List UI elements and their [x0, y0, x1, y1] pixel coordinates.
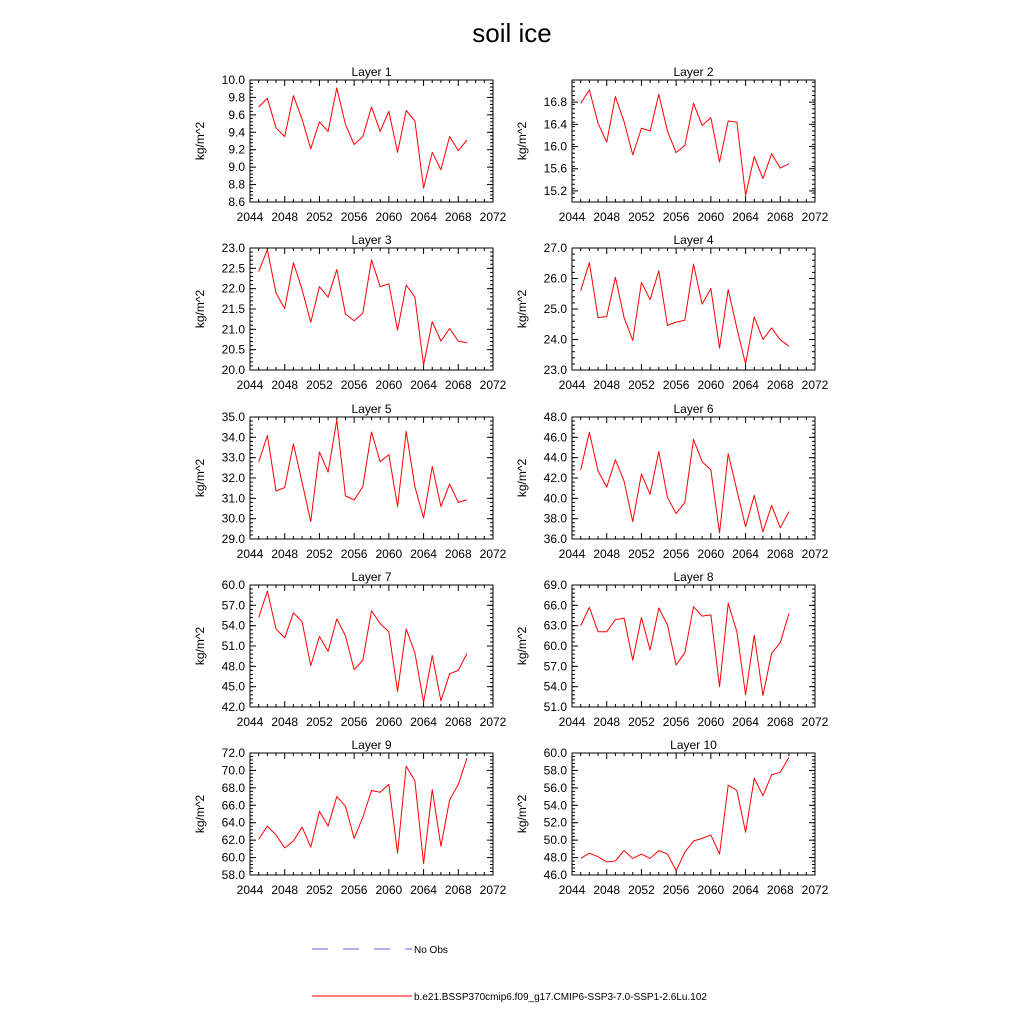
y-tick-label: 57.0 — [221, 598, 245, 613]
x-tick-label: 2048 — [593, 883, 621, 897]
x-tick-label: 2060 — [375, 378, 403, 392]
y-axis-label: kg/m^2 — [193, 626, 207, 666]
panel-layer-4 — [515, 233, 829, 392]
panel-title: Layer 8 — [673, 570, 714, 584]
x-tick-label: 2072 — [479, 715, 507, 729]
y-tick-label: 44.0 — [543, 450, 567, 465]
y-tick-label: 57.0 — [543, 659, 567, 674]
x-tick-label: 2056 — [662, 378, 690, 392]
y-tick-label: 51.0 — [543, 700, 567, 714]
x-tick-label: 2060 — [697, 715, 725, 729]
y-tick-label: 48.0 — [543, 410, 567, 424]
y-axis-label: kg/m^2 — [193, 794, 207, 834]
y-tick-label: 22.5 — [221, 261, 245, 276]
series-line — [581, 90, 789, 195]
y-tick-label: 23.0 — [543, 363, 567, 377]
y-tick-label: 15.2 — [543, 183, 567, 198]
x-tick-label: 2068 — [766, 210, 794, 224]
y-tick-label: 9.2 — [228, 142, 245, 157]
plot-frame — [250, 585, 493, 707]
x-tick-label: 2048 — [271, 547, 299, 561]
panel-layer-3 — [193, 233, 507, 392]
panel-layer-10 — [515, 738, 829, 897]
x-tick-label: 2064 — [410, 210, 437, 224]
x-tick-label: 2056 — [340, 210, 368, 224]
y-tick-label: 64.0 — [221, 815, 245, 830]
y-tick-label: 16.0 — [543, 139, 567, 154]
y-tick-label: 66.0 — [543, 598, 567, 613]
y-tick-label: 20.5 — [221, 342, 245, 357]
x-tick-label: 2064 — [732, 883, 759, 897]
y-tick-label: 8.6 — [228, 195, 245, 209]
x-tick-label: 2064 — [410, 883, 437, 897]
x-tick-label: 2068 — [444, 883, 472, 897]
y-tick-label: 25.0 — [543, 302, 567, 316]
y-axis-label: kg/m^2 — [515, 626, 529, 666]
panel-title: Layer 7 — [351, 570, 392, 584]
y-axis-label: kg/m^2 — [193, 121, 207, 161]
x-tick-label: 2056 — [662, 210, 690, 224]
y-tick-label: 24.0 — [543, 332, 567, 347]
y-tick-label: 30.0 — [221, 511, 245, 526]
y-tick-label: 60.0 — [543, 746, 567, 760]
x-tick-label: 2048 — [593, 210, 621, 224]
plot-frame — [572, 753, 815, 875]
panel-layer-6 — [515, 402, 829, 561]
x-tick-label: 2060 — [697, 547, 725, 561]
x-tick-label: 2052 — [628, 715, 655, 729]
panel-layer-7 — [193, 570, 507, 729]
y-tick-label: 9.4 — [228, 125, 245, 140]
x-tick-label: 2052 — [306, 883, 333, 897]
x-tick-label: 2048 — [271, 715, 299, 729]
x-tick-label: 2044 — [558, 715, 586, 729]
panel-layer-8 — [515, 570, 829, 729]
x-tick-label: 2068 — [444, 715, 472, 729]
x-tick-label: 2056 — [340, 378, 368, 392]
panel-title: Layer 3 — [351, 233, 392, 247]
y-tick-label: 45.0 — [221, 679, 245, 694]
x-tick-label: 2056 — [662, 715, 690, 729]
y-tick-label: 54.0 — [543, 798, 567, 813]
x-tick-label: 2072 — [479, 378, 507, 392]
plot-frame — [250, 80, 493, 202]
x-tick-label: 2044 — [236, 883, 264, 897]
x-tick-label: 2044 — [236, 547, 264, 561]
y-tick-label: 34.0 — [221, 430, 245, 445]
x-tick-label: 2052 — [306, 547, 333, 561]
series-line — [581, 603, 789, 695]
x-tick-label: 2044 — [236, 715, 264, 729]
x-tick-label: 2044 — [236, 210, 264, 224]
y-tick-label: 21.0 — [221, 322, 245, 337]
panel-title: Layer 6 — [673, 402, 714, 416]
y-tick-label: 60.0 — [221, 850, 245, 865]
x-tick-label: 2068 — [444, 547, 472, 561]
x-tick-label: 2060 — [697, 210, 725, 224]
y-tick-label: 48.0 — [221, 659, 245, 674]
y-tick-label: 58.0 — [543, 763, 567, 778]
x-tick-label: 2068 — [766, 883, 794, 897]
y-axis-label: kg/m^2 — [515, 794, 529, 834]
y-tick-label: 48.0 — [543, 850, 567, 865]
series-line — [581, 263, 789, 364]
panel-title: Layer 4 — [673, 233, 714, 247]
panel-title: Layer 10 — [670, 738, 717, 752]
plot-frame — [572, 417, 815, 539]
panel-title: Layer 2 — [673, 65, 714, 79]
figure-title: soil ice — [472, 18, 552, 48]
x-tick-label: 2060 — [375, 547, 403, 561]
series-line — [259, 250, 467, 365]
y-tick-label: 38.0 — [543, 511, 567, 526]
x-tick-label: 2060 — [375, 883, 403, 897]
x-tick-label: 2072 — [479, 547, 507, 561]
y-tick-label: 29.0 — [221, 532, 245, 546]
y-tick-label: 69.0 — [543, 578, 567, 592]
panel-layer-2 — [515, 65, 829, 224]
panels — [193, 65, 829, 897]
series-line — [259, 420, 467, 521]
series-line — [581, 432, 789, 533]
y-tick-label: 10.0 — [221, 73, 245, 87]
y-tick-label: 46.0 — [543, 430, 567, 445]
y-tick-label: 70.0 — [221, 763, 245, 778]
x-tick-label: 2052 — [628, 547, 655, 561]
y-axis-label: kg/m^2 — [515, 458, 529, 498]
x-tick-label: 2072 — [801, 210, 829, 224]
x-tick-label: 2068 — [766, 715, 794, 729]
x-tick-label: 2060 — [697, 883, 725, 897]
x-tick-label: 2048 — [271, 883, 299, 897]
panel-title: Layer 9 — [351, 738, 392, 752]
x-tick-label: 2044 — [558, 378, 586, 392]
y-tick-label: 36.0 — [543, 532, 567, 546]
y-tick-label: 9.6 — [228, 107, 245, 122]
y-axis-label: kg/m^2 — [193, 289, 207, 329]
y-axis-label: kg/m^2 — [515, 289, 529, 329]
x-tick-label: 2072 — [801, 547, 829, 561]
panel-layer-9 — [193, 738, 507, 897]
y-tick-label: 20.0 — [221, 363, 245, 377]
x-tick-label: 2052 — [306, 210, 333, 224]
y-tick-label: 58.0 — [221, 868, 245, 882]
y-tick-label: 15.6 — [543, 161, 567, 176]
legend — [312, 945, 707, 1003]
x-tick-label: 2056 — [340, 547, 368, 561]
series-line — [259, 88, 467, 188]
x-tick-label: 2044 — [558, 210, 586, 224]
legend-obs-label: No Obs — [414, 945, 448, 956]
x-tick-label: 2048 — [271, 378, 299, 392]
x-tick-label: 2056 — [662, 547, 690, 561]
y-tick-label: 63.0 — [543, 618, 567, 633]
x-tick-label: 2048 — [593, 715, 621, 729]
y-tick-label: 54.0 — [543, 679, 567, 694]
x-tick-label: 2048 — [593, 378, 621, 392]
y-tick-label: 23.0 — [221, 241, 245, 255]
y-tick-label: 8.8 — [228, 177, 245, 192]
y-tick-label: 21.5 — [221, 302, 245, 316]
x-tick-label: 2044 — [236, 378, 264, 392]
x-tick-label: 2060 — [375, 715, 403, 729]
x-tick-label: 2068 — [766, 378, 794, 392]
y-tick-label: 60.0 — [543, 639, 567, 653]
y-tick-label: 26.0 — [543, 271, 567, 286]
y-tick-label: 60.0 — [221, 578, 245, 592]
y-tick-label: 66.0 — [221, 798, 245, 813]
plot-frame — [572, 585, 815, 707]
x-tick-label: 2068 — [444, 210, 472, 224]
x-tick-label: 2060 — [375, 210, 403, 224]
x-tick-label: 2056 — [662, 883, 690, 897]
x-tick-label: 2044 — [558, 883, 586, 897]
x-tick-label: 2056 — [340, 715, 368, 729]
x-tick-label: 2064 — [410, 547, 437, 561]
series-line — [259, 758, 467, 863]
x-tick-label: 2072 — [801, 883, 829, 897]
series-line — [259, 591, 467, 702]
y-tick-label: 46.0 — [543, 868, 567, 882]
y-tick-label: 56.0 — [543, 780, 567, 795]
x-tick-label: 2052 — [628, 378, 655, 392]
panel-title: Layer 1 — [351, 65, 392, 79]
x-tick-label: 2052 — [628, 210, 655, 224]
panel-layer-1 — [193, 65, 507, 224]
y-tick-label: 42.0 — [543, 471, 567, 485]
y-tick-label: 31.0 — [221, 491, 245, 506]
y-tick-label: 27.0 — [543, 241, 567, 255]
plot-frame — [250, 753, 493, 875]
y-tick-label: 51.0 — [221, 639, 245, 653]
plot-frame — [572, 80, 815, 202]
x-tick-label: 2052 — [628, 883, 655, 897]
x-tick-label: 2048 — [593, 547, 621, 561]
y-tick-label: 62.0 — [221, 833, 245, 848]
y-tick-label: 68.0 — [221, 780, 245, 795]
y-tick-label: 40.0 — [543, 491, 567, 506]
x-tick-label: 2068 — [444, 378, 472, 392]
x-tick-label: 2064 — [732, 210, 759, 224]
x-tick-label: 2052 — [306, 715, 333, 729]
x-tick-label: 2064 — [732, 547, 759, 561]
x-tick-label: 2064 — [410, 378, 437, 392]
y-tick-label: 16.4 — [543, 117, 567, 132]
x-tick-label: 2068 — [766, 547, 794, 561]
x-tick-label: 2056 — [340, 883, 368, 897]
x-tick-label: 2072 — [801, 715, 829, 729]
panel-layer-5 — [193, 402, 507, 561]
x-tick-label: 2044 — [558, 547, 586, 561]
series-line — [581, 757, 789, 870]
plot-frame — [250, 248, 493, 370]
x-tick-label: 2048 — [271, 210, 299, 224]
y-tick-label: 9.0 — [228, 160, 245, 175]
y-axis-label: kg/m^2 — [193, 458, 207, 498]
y-tick-label: 54.0 — [221, 618, 245, 633]
y-tick-label: 50.0 — [543, 833, 567, 848]
y-tick-label: 33.0 — [221, 450, 245, 465]
legend-model-label: b.e21.BSSP370cmip6.f09_g17.CMIP6-SSP3-7.0-SSP1-2.6Lu.102 — [414, 992, 707, 1003]
y-tick-label: 16.8 — [543, 95, 567, 110]
y-tick-label: 72.0 — [221, 746, 245, 760]
y-tick-label: 22.0 — [221, 281, 245, 296]
x-tick-label: 2064 — [732, 715, 759, 729]
y-tick-label: 42.0 — [221, 700, 245, 714]
x-tick-label: 2072 — [801, 378, 829, 392]
x-tick-label: 2064 — [732, 378, 759, 392]
x-tick-label: 2072 — [479, 210, 507, 224]
y-tick-label: 32.0 — [221, 471, 245, 485]
y-tick-label: 35.0 — [221, 410, 245, 424]
panel-title: Layer 5 — [351, 402, 392, 416]
y-tick-label: 52.0 — [543, 815, 567, 830]
y-tick-label: 9.8 — [228, 90, 245, 105]
x-tick-label: 2072 — [479, 883, 507, 897]
x-tick-label: 2052 — [306, 378, 333, 392]
x-tick-label: 2060 — [697, 378, 725, 392]
y-axis-label: kg/m^2 — [515, 121, 529, 161]
x-tick-label: 2064 — [410, 715, 437, 729]
